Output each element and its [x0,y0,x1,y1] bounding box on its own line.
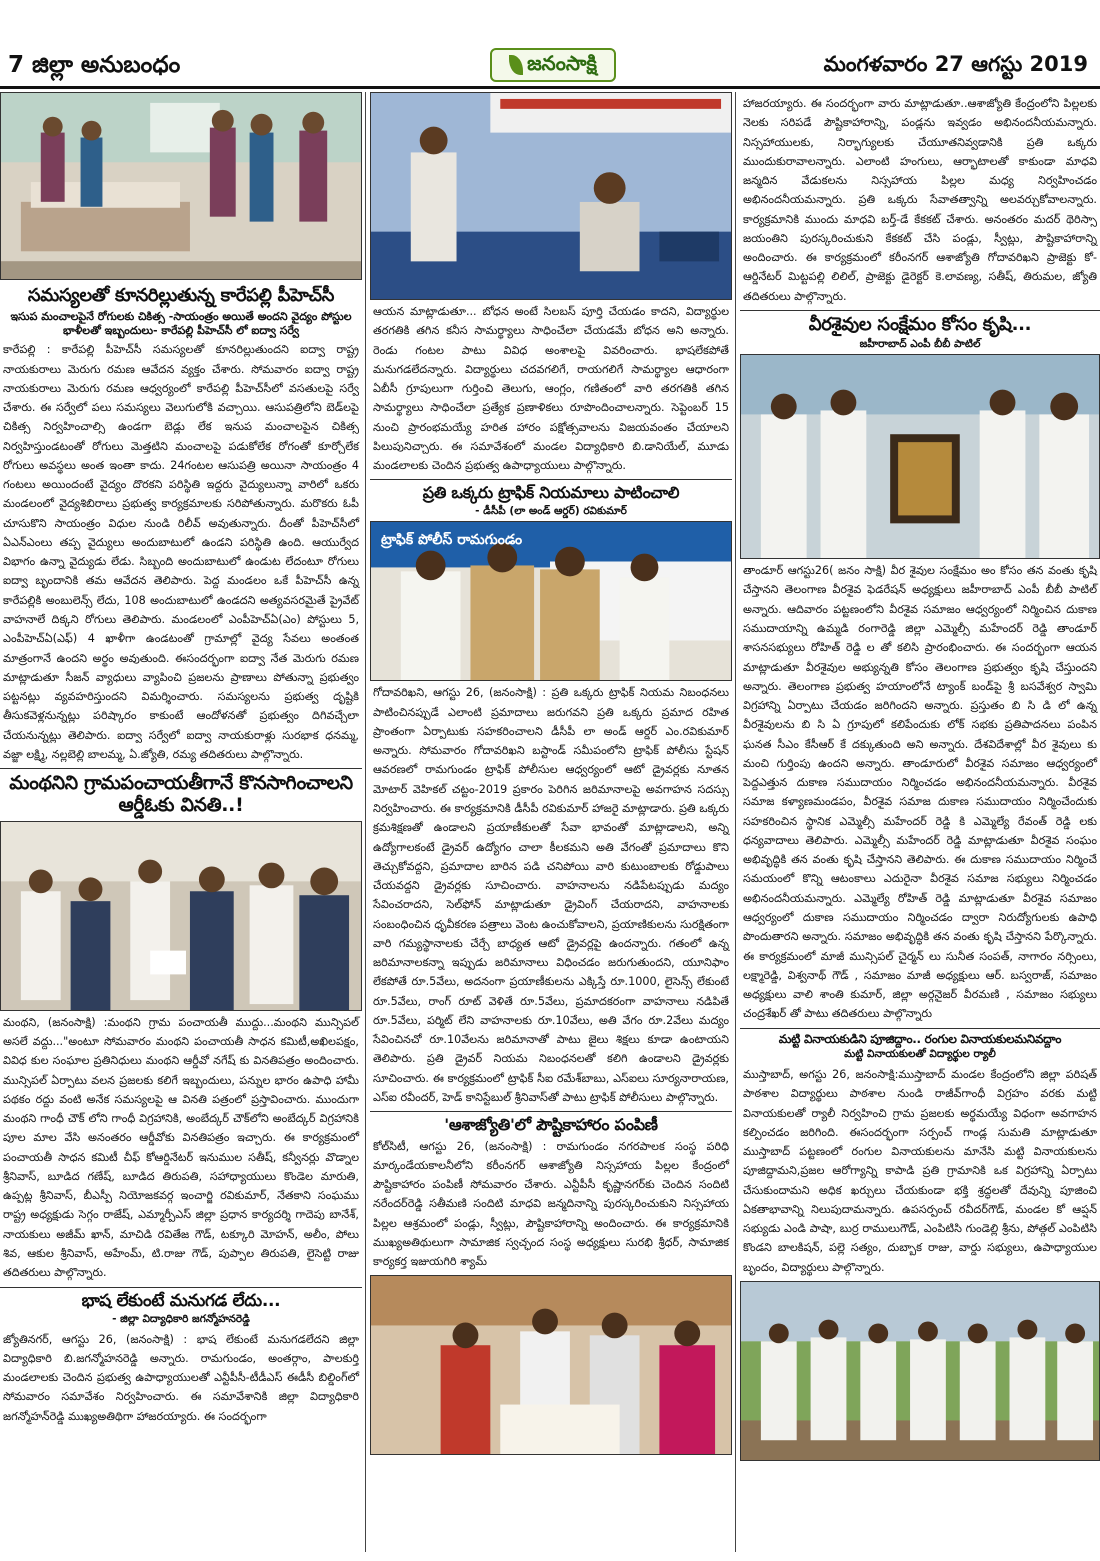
article-body: ఆయన మాట్లాడుతూ... బోధన అంటే సిలబస్ పూర్తి చేయడం కాదని, విద్యార్థుల తరగతికి తగిన కనీస సామర్థ్యాలు సాధించేలా చేయడమే బోధన అని అన్నారు. రెండు గంటల పాటు వివిధ అంశాలపై వివరించారు. భాషలేకపోతే మనుగడలేదన్నారు. విద్యార్థులు చదవగలిగే, రాయగలిగే సామర్థ్యాల ఆధారంగా ఏబీసీ గ్రూపులుగా గుర్తించి తెలుగు, ఆంగ్లం, గణితంలో వారి తరగతికి తగిన సామర్థ్యాలు సాధించేలా ప్రత్యేక ప్రణాళికలు రూపొందించాలన్నారు. సెప్టెంబర్ 15 నుంచి ప్రారంభమయ్యే హరిత హారం పక్షోత్సవాలను విజయవంతం చేయాలని పిలుపునిచ్చారు. ఈ సమావేశంలో మండల విద్యాధికారి బి.డానియేల్, మూడు మండలాలకు చెందిన ప్రభుత్వ ఉపాధ్యాయులు పాల్గొన్నారు. [373,305,729,473]
photo-felicitation [740,354,1100,559]
article-byline: - డీసీపీ (లా అండ్ ఆర్డర్) రవికుమార్ [475,504,627,517]
photo-food-distribution [370,1275,732,1455]
article-byline: జహీరాబాద్ ఎంపీ బీబీ పాటిల్ [859,337,981,350]
article-body: హాజరయ్యారు. ఈ సందర్భంగా వారు మాట్లాడుతూ..ఆశాజ్యోతి కేంద్రంలోని పిల్లలకు నెలకు సరిపడే పౌష్టికాహారాన్ని, పండ్లను ఇవ్వడం అభినందనీయమన్నారు. నిస్సహాయులకు, నిర్భాగ్యులకు చేయూతనివ్వడానికి ప్రతి ఒక్కరు ముందుకురావాలన్నారు. ఎలాంటి హంగులు, ఆర్భాటాలతో కాకుండా మాధవి జన్మదిన వేడుకలను నిస్సహాయ పిల్లల మధ్య నిర్వహించడం అభినందనీయమన్నారు. ప్రతి ఒక్కరు సేవాతత్వాన్ని అలవర్చుకోవాలన్నారు. కార్యక్రమానికి ముందు మాధవి బర్త్-డే కేకకట్ చేశారు. అనంతరం మదర్ థెరిస్సా జయంతిని పురస్కరించుకుని కేకకట్ చేసి పండ్లు, స్వీట్లు, పౌష్టికాహారాన్ని అందించారు. ఈ కార్యక్రమంలో కరీంనగర్ ఆశాజ్యోతి గోదావరిఖని ప్రాజెక్టు కో-ఆర్డినేటర్ మిట్టపల్లి లిలిల్, ప్రాజెక్టు డైరెక్టర్ కె.లావణ్య, సతీష్, తిరుమల, జ్యోతి తదితరులు పాల్గొన్నారు. [743,97,1097,303]
logo-text: జనంసాక్షి [527,50,597,75]
article-body: గోదావరిఖని, ఆగస్టు 26, (జనంసాక్షి) : ప్రతి ఒక్కరు ట్రాఫిక్ నియమ నిబంధనలు పాటించినప్పుడే ఎలాంటి ప్రమాదాలు జరుగవని ప్రతి ఒక్కరు ప్రమాద రహిత ప్రాంతంగా ఏర్పాటుకు సహకరించాలని డీసీపీ లా అండ్ ఆర్డర్ ఎం.రవికుమార్ అన్నారు. సోమవారం గోదావరిఖని బస్టాండ్ సమీపంలోని ట్రాఫిక్ పోలీసు స్టేషన్ ఆవరణలో రామగుండం ట్రాఫిక్ పోలీసుల ఆధ్వర్యంలో ఆటో డ్రైవర్లకు నూతన మోటార్ వెహికల్ చట్టం-2019 ప్రకారం పెరిగిన జరిమానాలపై అవగాహన సదస్సు నిర్వహించారు. ఈ కార్యక్రమానికి డీసీపీ రవికుమార్ హాజరై మాట్లాడారు. ప్రతి ఒక్కరు క్రమశిక్షణతో ఉండాలని ప్రయాణీకులతో సేవా భావంతో మాట్లాడాలని, అన్ని ఉద్యోగాలకంటే డ్రైవర్ ఉద్యోగం చాలా కీలకమని అతి వేగంతో ప్రమాదాలు కొని తెచ్చుకోవద్దని, ప్రమాదాల బారిన పడి చనిపోయి వారి కుటుంబాలకు రోడ్డుపాలు చేయవద్దని డ్రైవర్లకు సూచించారు. వాహనాలను నడిపేటప్పుడు మద్యం సేవించరాదని, సెల్‌ఫోన్ మాట్లాడుతూ డ్రైవింగ్ చేయరాదని, వాహనాలకు సంబంధించిన ధృవీకరణ పత్రాలు వెంట ఉంచుకోవాలని, ప్రయాణికులను సురక్షితంగా వారి గమ్యస్థానాలకు చేర్చే బాధ్యత ఆటో డ్రైవర్లపై ఉందన్నారు. గతంలో ఉన్న జరిమానాలకన్నా ఇప్పుడు జరిమానాలు విధించడం జరుగుతుందని, యూనిఫాం లేకపోతే రూ.5వేలు, అదనంగా ప్రయాణీకులను ఎక్కిస్తే రూ.1000, లైసెన్స్ లేకుంటే రూ.5వేలు, రాంగ్ రూట్ వెళితే రూ.5వేలు, ప్రమాదకరంగా వాహనాలు నడిపితే రూ.5వేలు, పర్మిట్ లేని వాహనాలకు రూ.10వేలు, అతి వేగం రూ.2వేలు మద్యం సేవించినచో రూ.10వేలను జరిమానాతో పాటు జైలు శిక్షలు కూడా ఉంటాయని తెలిపారు. ప్రతి డ్రైవర్ నియమ నిబంధనలతో కలిగి ఉండాలని డ్రైవర్లకు సూచించారు. ఈ కార్యక్రమంలో ట్రాఫిక్ సీఐ రమేశ్‌బాబు, ఎస్ఐలు సూర్యనారాయణ, ఎస్ఐ రవీందర్, హెడ్ కానిస్టేబుల్ శ్రీనివాస్‌తో పాటు ట్రాఫిక్ పోలీసులు పాల్గొన్నారు. [373,686,729,1104]
article-separator [740,310,1100,311]
traffic-banner-text: ట్రాఫిక్ పోలీస్ రామగుండం [381,532,523,549]
article-body: తాండూర్ ఆగస్టు26( జనం సాక్షి) వీర శైవుల సంక్షేమం అం కోసం తన వంతు కృషి చేస్తానని తెలంగాణ వీరశైవ ఫెడరేషన్ అధ్యక్షులు జహీరాబాద్ ఎంపీ బీబీ పాటిల్ అన్నారు. ఆదివారం పట్టణంలోని వీరశైవ సమాజం ఆధ్వర్యంలో నిర్మించిన దుకాణ సముదాయాన్ని ఉమ్మడి రంగారెడ్డి జిల్లా ఎమ్మెల్సీ మహేందర్ రెడ్డి తాండూర్ శాసనసభ్యులు రోహిత్ రెడ్డి ల తో కలిసి ప్రారంభించారు. ఈ సందర్భంగా ఆయన మాట్లాడుతూ వీరశైవుల అభ్యున్నతి కోసం తెలంగాణ ప్రభుత్వం కృషి చేస్తుందని అన్నారు. తెలంగాణ ప్రభుత్వ హయాంలోనే ట్యాంక్ బండ్‌పై శ్రీ బసవేశ్వర స్వామి విగ్రహాన్ని ఏర్పాటు చేయడం జరిగిందని అన్నారు. ప్రస్తుతం బి సి డి లో ఉన్న వీరశైవులను బి సి ఏ గ్రూపులో కలిపేందుకు లోక్ సభకు ప్రతిపాదనలు పంపిన ఘనత సీఎం కేసీఆర్ కే దక్కుతుంది అని అన్నారు. దేశవిదేశాల్లో వీర శైవులు కు మంచి గుర్తింపు ఉందని అన్నారు. తాండూరులో వీరశైవ సమాజం ఆధ్వర్యంలో పెద్దఎత్తున దుకాణ సముదాయం నిర్మించడం అభినందనీయమన్నారు. వీరశైవ సమాజ కళ్యాణమండపం, వీరశైవ సమాజ దుకాణ సముదాయం నిర్మించేందుకు సహకరించిన స్థానిక ఎమ్మెల్సీ మహేందర్ రెడ్డి కి ఎమ్మెల్యే రేవంత్ రెడ్డి లకు ధన్యవాదాలు తెలిపారు. ఎమ్మెల్సీ మహేందర్ రెడ్డి మాట్లాడుతూ వీరశైవ సంఘం అభివృద్ధికి తన వంతు కృషి చేస్తానని తెలిపారు. ఈ దుకాణ సముదాయం నిర్మించే సమయంలో కొన్ని ఆటంకాలు ఎదురైనా వీరశైవ సమాజ సభ్యులు నిర్మించడం అభినందనీయమన్నారు. ఎమ్మెల్యే రోహిత్ రెడ్డి మాట్లాడుతూ వీరశైవ సమాజం ఆధ్వర్యంలో దుకాణ సముదాయం నిర్మించడం ద్వారా నిరుద్యోగులకు ఉపాధి పొందుతారని అన్నారు. సమాజం అభివృద్ధికి తన వంతు కృషి చేస్తానని పేర్కొన్నారు. ఈ కార్యక్రమంలో మాజీ మున్సిపల్ చైర్మన్ లు సునీత సంపత్, నాగారం నర్సింలు, లక్ష్మారెడ్డి, విశ్వనాథ్ గౌడ్ , సమాజం మాజీ అధ్యక్షులు ఆర్. బస్వరాజ్, సమాజం అధ్యక్షులు వాలి శాంతి కుమార్, జిల్లా అర్గనైజర్ వీరమణి , సమాజం సభ్యులు చంద్రశేఖర్ తో పాటు తదితరులు పాల్గొన్నారు [743,564,1097,1021]
photo-hospital-survey [0,92,362,280]
article-separator [370,479,732,480]
column-2 [370,92,732,1554]
column-divider [735,92,736,1552]
page-label: 7 జిల్లా అనుబంధం [8,52,181,78]
photo-traffic-police [370,521,732,681]
column-1 [0,92,362,1554]
masthead [0,0,1100,88]
article-separator [0,768,362,769]
article-headline: భాష లేకుంటే మనుగడ లేదు... [81,1290,281,1311]
article-separator [0,1287,362,1288]
issue-date: మంగళవారం 27 ఆగస్టు 2019 [823,52,1088,76]
column-3 [740,92,1100,1554]
photo-ganesh-rally [740,1281,1100,1461]
article-body: ముస్తాబాద్, అగస్టు 26, జనంసాక్షి:ముస్తాబాద్ మండల కేంద్రంలోని జిల్లా పరిషత్ పాఠశాల విద్యార్థులు పాఠశాల నుండి రాజీవ్‌గాంధీ విగ్రహం వరకు మట్టి వినాయకులతో ర్యాలీ నిర్వహించి గ్రామ ప్రజలకు అర్థమయ్యే విధంగా అవగాహన కల్పించడం జరిగింది. ఈసందర్భంగా సర్పంచ్ గాండ్ల సుమతి మాట్లాడుతూ ముస్తాబాద్ పట్టణంలో రంగుల వినాయకులను మానేసి మట్టి వినాయకులను పూజిద్దామని,ప్రజల ఆరోగ్యాన్ని కాపాడి ప్రతి గ్రామానికి ఒక విగ్రహాన్ని ఏర్పాటు చేసుకుందామని అధిక ఖర్చులు చేయకుండా భక్తి శ్రద్ధలతో దేవున్ని పూజించి ఏకతాభావాన్ని నిలుపుదామన్నారు. ఉపసర్పంచ్ రవీదర్‌గౌడ్, మండల కో ఆప్షన్ సభ్యుడు ఎండి పాషా, బుర్ర రాములుగౌడ్, ఎంపిటిసి గుండెల్లి శ్రీను, పోత్గల్ ఎంపిటిసి కొండని బాలకిషన్, పల్లె సత్యం, దుబ్బాక రాజు, వార్డు సభ్యులు, ఉపాధ్యాయుల బృందం, విద్యార్థులు పాల్గొన్నారు. [743,1067,1097,1274]
article-separator [370,1111,732,1112]
leaf-icon [509,55,523,75]
article-headline: సమస్యలతో కూనరిల్లుతున్న కారేపల్లి పీహెచ్‌సీ [27,285,335,306]
masthead-rule [0,86,1100,89]
photo-education-meeting [370,92,732,300]
article-body: కోల్‌సిటీ, ఆగస్టు 26, (జనంసాక్షి) : రామగుండం నగరపాలక సంస్థ పరిధి మార్కండేయకాలనీలోని కరీంనగర్ ఆశాజ్యోతి నిస్సహాయ పిల్లల కేంద్రంలో పౌష్టికాహారం పంపిణీ సోమవారం చేశారు. ఎన్టీపీసీ కృష్ణానగర్‌కు చెందిన సందిటి నరేందర్‌రెడ్డి సతీమణి సందిటి మాధవి జన్మదినాన్ని పురస్కరించుకుని నిస్సహాయ పిల్లల ఆశ్రమంలో పండ్లు, స్వీట్లు, పౌష్టికాహారాన్ని అందించారు. ఈ కార్యక్రమానికి ముఖ్యఅతిథులుగా సామాజిక స్వచ్ఛంద సంస్థ అధ్యక్షులు సురభి శ్రీధర్, సామాజిక కార్యకర్త ఇజుయగిరి శ్యామ్ [373,1139,729,1269]
article-headline: ప్రతి ఒక్కరు ట్రాఫిక్ నియమాలు పాటించాలి [422,483,680,503]
article-byline: - జిల్లా విద్యాధికారి జగన్మోహనరెడ్డి [112,1313,250,1326]
article-body: మంథని, (జనంసాక్షి) :మంథని గ్రామ పంచాయతీ ముద్దు...మంథని మున్సిపల్ అసలే వద్దు..."అంటూ సోమవారం మంథని పంచాయతీ సాధన కమిటీ,అఖిలపక్షం, వివిధ కుల సంఘాల ప్రతినిధులు మంథని ఆర్డీవో నగేష్ కు వినతిపత్రం అందించారు. మున్సిపల్ ఏర్పాటు వలన ప్రజలకు కలిగే ఇబ్బందులు, పన్నుల భారం ఉపాధి హామీ పథకం రద్దు వంటి అనేక సమస్యలపై ఆ వినతి పత్రంలో ప్రస్తావించారు. ముందుగా మంథని గాంధీ చౌక్ లోని గాంధీ విగ్రహానికి, అంబేద్కర్ చౌక్‌లోని అంబేద్కర్ విగ్రహానికి పూల మాల వేసి అనంతరం ఆర్డీవోకు వినతిపత్రం ఇచ్చారు. ఈ కార్యక్రమంలో పంచాయతీ సాధన కమిటీ చీఫ్ కోఆర్డినేటర్ ఇనుముల సతీష్, కన్వీనర్లు వొడ్నాల శ్రీనివాస్, బూడిద గణేష్, బూడిద తిరుపతి, సహాధ్యాయులు కొండెల మారుతి, ఉప్పట్ల శ్రీనివాస్, బీఎస్పీ నియోజకవర్గ ఇంచార్జి రవికుమార్, నేతకాని సంఘము రాష్ట్ర అధ్యక్షుడు సెగ్గం రాజేష్, ఎమ్మార్పీఎస్ జిల్లా ప్రధాన కార్యదర్శి గాదెపు బానేశ్, నాయకులు అజీమ్ ఖాన్, మాచిడి రవితేజ గౌడ్, టక్కూరి మోహన్, అలీం, పోలు శివ, ఆకుల శ్రీనివాస్, అహేంమ్, టి.రాజు గౌడ్, పుప్పాల తిరుపతి, లైసెట్టి రాజు తదితరులు పాల్గొన్నారు. [3,1015,359,1280]
article-headline: వీరశైవుల సంక్షేమం కోసం కృషి... [808,313,1032,335]
article-deck: ఇసుప మంచాలపైనే రోగులకు చికిత్స -సాయంత్రం అయితే అందని వైద్యం పోస్టుల భాళీలతో ఇబ్బందులు- కారేపల్లి పీహెచ్‌సీ లో ఐద్వా సర్వే [10,309,352,337]
article-headline: 'ఆశాజ్యోతి'లో పౌష్టికాహారం పంపిణీ [444,1115,658,1135]
newspaper-logo [490,48,616,82]
column-divider [365,92,366,1552]
article-body: కారేపల్లి : కారేపల్లి పీహెచ్‌సీ సమస్యలతో కూనరిల్లుతుందని ఐద్వా రాష్ట్ర నాయకురాలు మెరుగు రమణ ఆవేదన వ్యక్తం చేశారు. సోమవారం ఐద్వా రాష్ట్ర నాయకురాలు మెరుగు రమణ ఆధ్వర్యంలో కారేపల్లి పీహెచ్‌సీలో వసతులపై సర్వే చేశారు. ఈ సర్వేలో పలు సమస్యలు వెలుగులోకి వచ్చాయి. ఆసుపత్రిలోని బెడ్‌లపై చికిత్స నిర్వహించాల్సి ఉండగా బెడ్లు లేక ఇనుప మంచాలపైన చికిత్స నిర్వహిస్తుండటంతో రోగులు మెత్తటిని మంచాలపై పడుకోలేక రోగంతో కూర్చోలేక రోగులు అవస్థలు అంత ఇంతా కాదు. 24గంటల ఆసుపత్రి అయినా సాయంత్రం 4 గంటలు అయిందంటే వైద్యం దొరకని పరిస్థితి ఇద్దరు వైద్యులున్నా వారిలో ఒకరు మండలంలో వైద్యశిబిరాలు ప్రభుత్వ కార్యక్రమాలకు సరిపోతున్నారు. మరొకరు ఓపీ చూసుకొని సాయంత్రం విధుల నుండి రిలీవ్ అవుతున్నారు. దీంతో పీహెచ్‌సీలో ఏఎన్ఎంలు తప్ప వైద్యులు అందుబాటులో ఉండని పరిస్థితి ఉంది. ఆయుర్వేద విభాగం ఉన్నా వైద్యుడు లేడు. సిబ్బంది అందుబాటులో ఉండుట లేదంటూ రోగులు ఐద్వా బృందానికి తమ ఆవేదన తెలిపారు. పెద్ద మండలం ఒకే పీహెచ్‌సీ ఉన్న కారేపల్లికి అంబులెన్స్ లేదు, 108 అందుబాటులో ఉండదని అత్యవసరమైతే ప్రైవేట్ వాహనాలే దిక్కని రోగులు తెలిపారు. మండలంలో ఎంపీహెచ్‌ఏ(ఎం) పోస్టులు 5, ఎంపీహెచ్‌ఏ(ఎఫ్) 4 ఖాళీగా ఉండటంతో గ్రామాల్లో వైద్య సేవలు అంతంత మాత్రంగానే ఉందని అర్థం అవుతుంది. ఈసందర్భంగా ఐద్వా నేత మెరుగు రమణ మాట్లాడుతూ సీజన్ వ్యాధులు వ్యాపించి ప్రజలను ప్రాణాలు పోతున్నా ప్రభుత్వం పట్టనట్లు వ్యవహరిస్తుందని విమర్శించారు. సమస్యలను ప్రభుత్వ దృష్టికి తీసుకవెళ్లనున్నట్లు పరిష్కారం కాకుంటే ఆందోళనతో ప్రభుత్వం దిగివచ్చేలా చేయనున్నట్లు తెలిపారు. ఐద్వా సర్వేలో ఐద్వా నాయకురాళ్లు సురభాక ధనమ్మ, వజ్జా లక్ష్మి, నల్లబెల్లి బాలమ్మ, ఏ.జ్యోతి, రమ్య తదితరులు పాల్గొన్నారు. [3,343,359,761]
article-separator [740,1028,1100,1029]
article-byline: మట్టి వినాయకులతో విద్యార్థుల ర్యాలీ [844,1048,996,1061]
article-headline: మట్టి వినాయకుడిని పూజిద్దాం.. రంగుల వినాయకులమనివద్దాం [778,1031,1062,1046]
article-body: జ్యోతినగర్, ఆగస్టు 26, (జనంసాక్షి) : భాష లేకుంటే మనుగడలేదని జిల్లా విద్యాధికారి బి.జగన్మోహనరెడ్డి అన్నారు. రామగుండం, అంతర్గాం, పాలకుర్తి మండలాలకు చెందిన ప్రభుత్వ ఉపాధ్యాయులతో ఎన్టీపీసీ-టీడీఎస్ ఈడీసీ బిల్డింగ్‌లో సోమవారం సమావేశం నిర్వహించారు. ఈ సమావేశానికి జిల్లా విద్యాధికారి జగన్మోహన్‌రెడ్డి ముఖ్యఅతిథిగా హాజరయ్యారు. ఈ సందర్భంగా [3,1332,359,1423]
article-headline: మంథనిని గ్రామపంచాయతీగానే కొనసాగించాలని ఆర్డీఓకు వినతి..! [9,772,353,816]
photo-memorandum [0,821,362,1011]
